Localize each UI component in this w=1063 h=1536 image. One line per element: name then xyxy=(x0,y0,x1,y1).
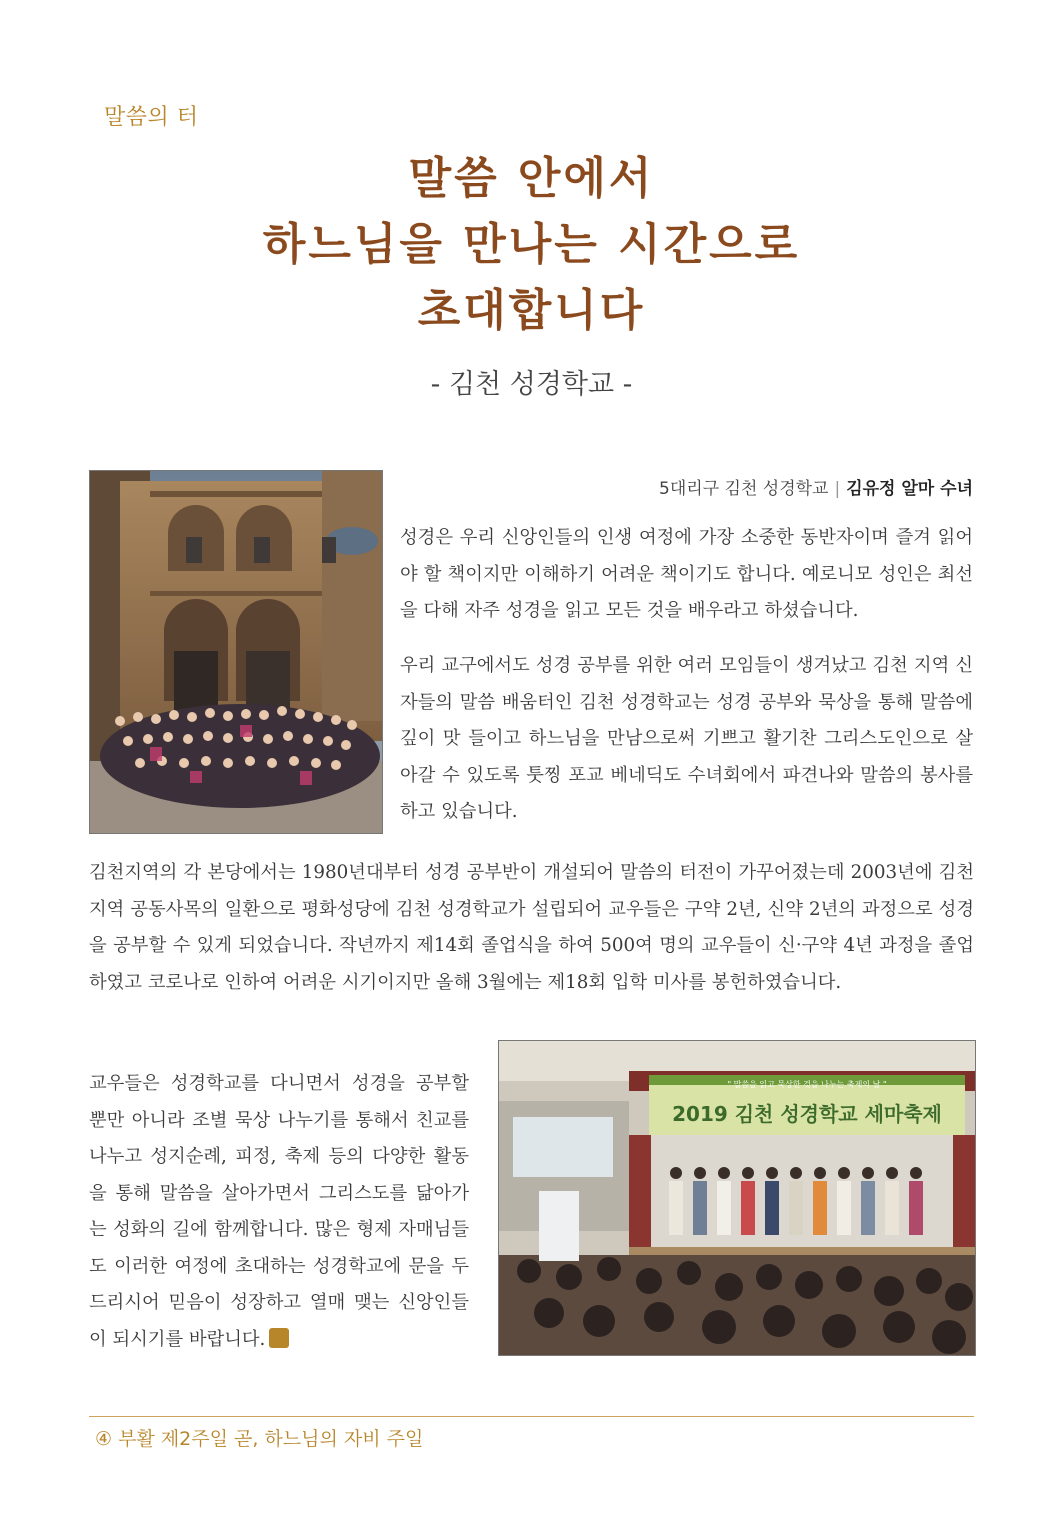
paragraph-3: 김천지역의 각 본당에서는 1980년대부터 성경 공부반이 개설되어 말씀의 터전이 가꾸어졌는데 2003년에 김천지역 공동사목의 일환으로 평화성당에 김천 성경학교가 설립되어 교우들은 구약 2년, 신약 2년의 과정으로 성경을 공부할 수 있게 되었습니다. 작년까지 제14회 졸업식을 하여 500여 명의 교우들이 신·구약 4년 과정을 졸업하였고 코로나로 인하여 어려운 시기이지만 올해 3월에는 제18회 입학 미사를 봉헌하였습니다. xyxy=(89,862,974,993)
page-title xyxy=(0,146,1063,344)
byline-author: 김유정 알마 수녀 xyxy=(846,479,973,499)
festival-stage-photo xyxy=(498,1040,976,1356)
byline-org: 5대리구 김천 성경학교 xyxy=(659,479,829,499)
page-subtitle: - 김천 성경학교 - xyxy=(430,369,633,400)
banner-top-line: " 말씀을 읽고 묵상한 것을 나누는 축제의 날 " xyxy=(727,1080,887,1089)
title-line-3: 초대합니다 xyxy=(417,285,646,336)
banner-main-text: 2019 김천 성경학교 세마축제 xyxy=(672,1102,942,1126)
byline-separator: | xyxy=(834,479,841,499)
paragraph-1: 성경은 우리 신앙인들의 인생 여정에 가장 소중한 동반자이며 즐겨 읽어야 할 책이지만 이해하기 어려운 책이기도 합니다. 예로니모 성인은 최선을 다해 자주 성경을 읽고 모든 것을 배우라고 하셨습니다. xyxy=(400,527,973,621)
section-label: 말씀의 터 xyxy=(104,105,199,130)
title-line-2: 하느님을 만나는 시간으로 xyxy=(262,219,801,270)
paragraph-4 xyxy=(89,1066,469,1358)
footer-divider xyxy=(89,1416,974,1417)
church-group-photo xyxy=(89,470,383,834)
paragraph-4-text: 교우들은 성경학교를 다니면서 성경을 공부할 뿐만 아니라 조별 묵상 나누기를 통해서 친교를 나누고 성지순례, 피정, 축제 등의 다양한 활동을 통해 말씀을 살아가면서 그리스도를 닮아가는 성화의 길에 함께합니다. 많은 형제 자매님들도 이러한 여정에 초대하는 성경학교에 문을 두드리시어 믿음이 성장하고 열매 맺는 신앙인들이 되시기를 바랍니다. xyxy=(89,1073,469,1350)
paragraph-2: 우리 교구에서도 성경 공부를 위한 여러 모임들이 생겨났고 김천 지역 신자들의 말씀 배움터인 김천 성경학교는 성경 공부와 묵상을 통해 말씀에 깊이 맛 들이고 하느님을 만남으로써 기쁘고 활기찬 그리스도인으로 살아갈 수 있도록 툿찡 포교 베네딕도 수녀회에서 파견나와 말씀의 봉사를 하고 있습니다. xyxy=(400,655,973,822)
byline xyxy=(659,474,973,499)
page-footer: ④ 부활 제2주일 곧, 하느님의 자비 주일 xyxy=(95,1428,424,1450)
title-line-1: 말씀 안에서 xyxy=(408,153,655,204)
end-mark-icon xyxy=(269,1328,289,1348)
